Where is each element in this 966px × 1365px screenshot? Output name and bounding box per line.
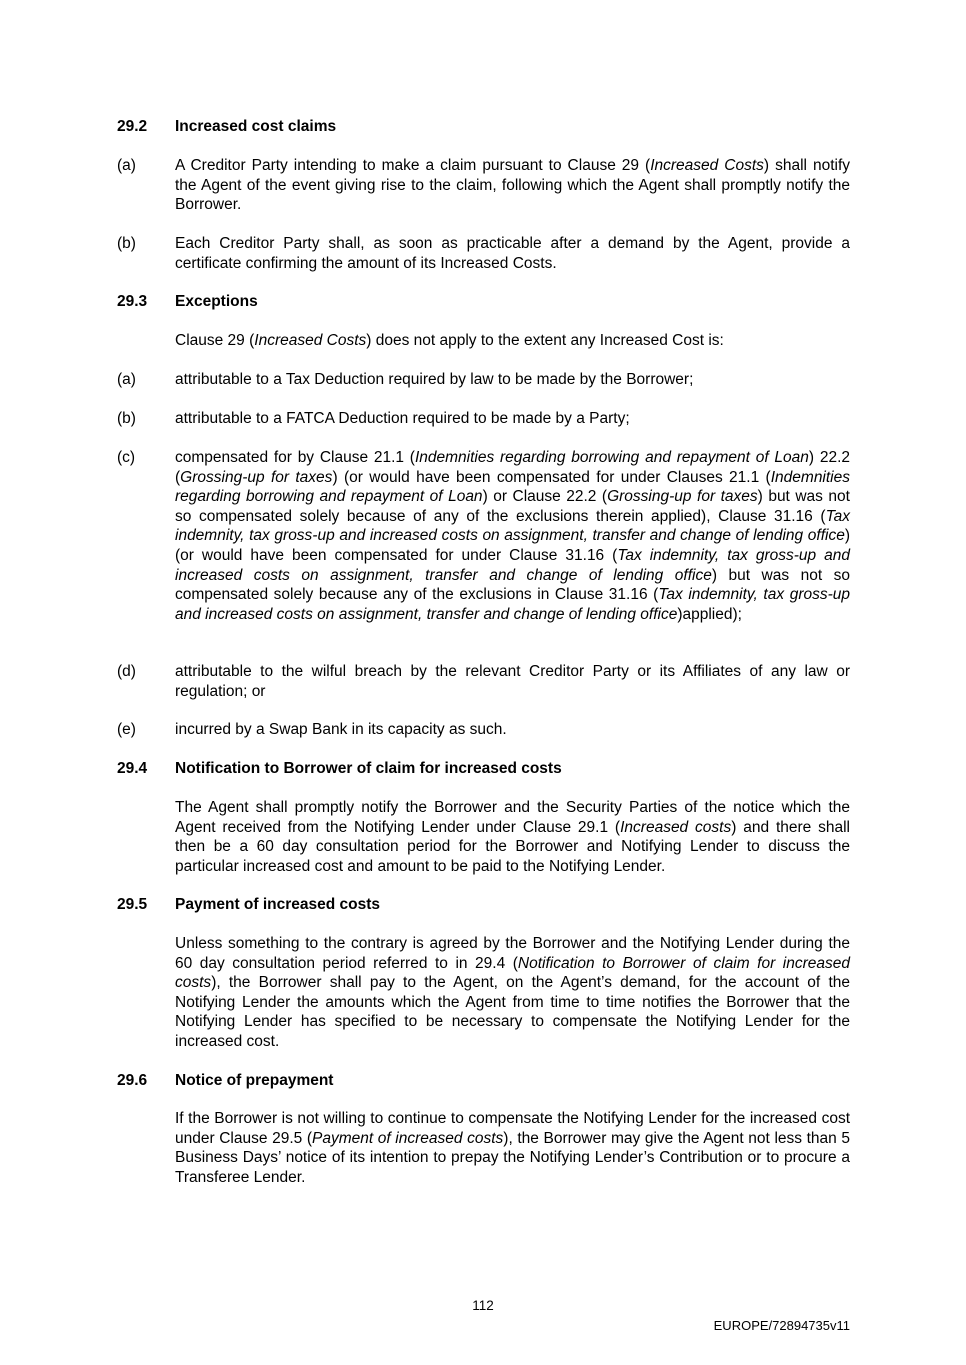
section-title: Exceptions [175, 293, 258, 310]
item-text: Each Creditor Party shall, as soon as practicable after a demand by the Agent, provide a certificate confirming the amount of its Increased Costs. [175, 235, 850, 272]
section-title: Increased cost claims [175, 118, 337, 135]
item-text: incurred by a Swap Bank in its capacity as such. [175, 721, 507, 738]
item-label: (b) [117, 410, 136, 427]
item-label: (c) [117, 449, 136, 466]
item-label: (a) [117, 157, 136, 174]
section-number: 29.3 [117, 293, 148, 310]
item-label: (e) [117, 721, 136, 738]
item-label: (b) [117, 235, 136, 252]
paragraph-text: If the Borrower is not willing to continue to compensate the Notifying Lender for the increased cost under Clause 29.5 (Payment of increased costs), the Borrower may give the Agent not less than 5 Business Days’ notice of its intention to prepay the Notifying Lender’s Contribution or to procure a Transferee Lender. [175, 1110, 850, 1186]
section-number: 29.4 [117, 760, 148, 777]
item-label: (a) [117, 371, 136, 388]
item-text: attributable to the wilful breach by the relevant Creditor Party or its Affiliates of any law or regulation; or [175, 663, 850, 700]
item-text: attributable to a FATCA Deduction required to be made by a Party; [175, 410, 630, 427]
section-title: Notification to Borrower of claim for increased costs [175, 760, 562, 777]
paragraph-text: Unless something to the contrary is agreed by the Borrower and the Notifying Lender during the 60 day consultation period referred to in 29.4 (Notification to Borrower of claim for increased costs), the Borrower shall pay to the Agent, on the Agent’s demand, for the account of the Notifying Lender the amounts which the Agent from time to time notifies the Borrower that the Notifying Lender has specified to be necessary to compensate the Notifying Lender for the increased cost. [175, 935, 850, 1050]
section-number: 29.5 [117, 896, 148, 913]
item-text: attributable to a Tax Deduction required by law to be made by the Borrower; [175, 371, 694, 388]
page-number: 112 [472, 1298, 494, 1313]
item-text: A Creditor Party intending to make a claim pursuant to Clause 29 (Increased Costs) shall notify the Agent of the event giving rise to the claim, following which the Agent shall promptly notify the Borrower. [175, 157, 851, 214]
item-label: (d) [117, 663, 136, 680]
item-text: compensated for by Clause 21.1 (Indemnities regarding borrowing and repayment of Loan) 22.2 (Grossing-up for taxes) (or would have been compensated for under Clauses 21.1 (Indemnities regarding borrowing and repayment of Loan) or Clause 22.2 (Grossing-up for taxes) but was not so compensated solely because of any of the exclusions therein applied), Clause 31.16 (Tax indemnity, tax gross-up and increased costs on assignment, transfer and change of lending office) (or would have been compensated for under Clause 31.16 (Tax indemnity, tax gross-up and increased costs on assignment, transfer and change of lending office) but was not so compensated solely because any of the exclusions in Clause 31.16 (Tax indemnity, tax gross-up and increased costs on assignment, transfer and change of lending office)applied); [175, 449, 850, 623]
paragraph-text: The Agent shall promptly notify the Borrower and the Security Parties of the notice which the Agent received from the Notifying Lender under Clause 29.1 (Increased costs) and there shall then be a 60 day consultation period for the Borrower and Notifying Lender to discuss the particular increased cost and amount to be paid to the Notifying Lender. [175, 799, 851, 875]
section-number: 29.2 [117, 118, 148, 135]
paragraph-text: Clause 29 (Increased Costs) does not apply to the extent any Increased Cost is: [175, 332, 724, 349]
section-title: Notice of prepayment [175, 1072, 334, 1089]
document-reference: EUROPE/72894735v11 [713, 1318, 850, 1333]
section-title: Payment of increased costs [175, 896, 381, 913]
section-number: 29.6 [117, 1072, 148, 1089]
